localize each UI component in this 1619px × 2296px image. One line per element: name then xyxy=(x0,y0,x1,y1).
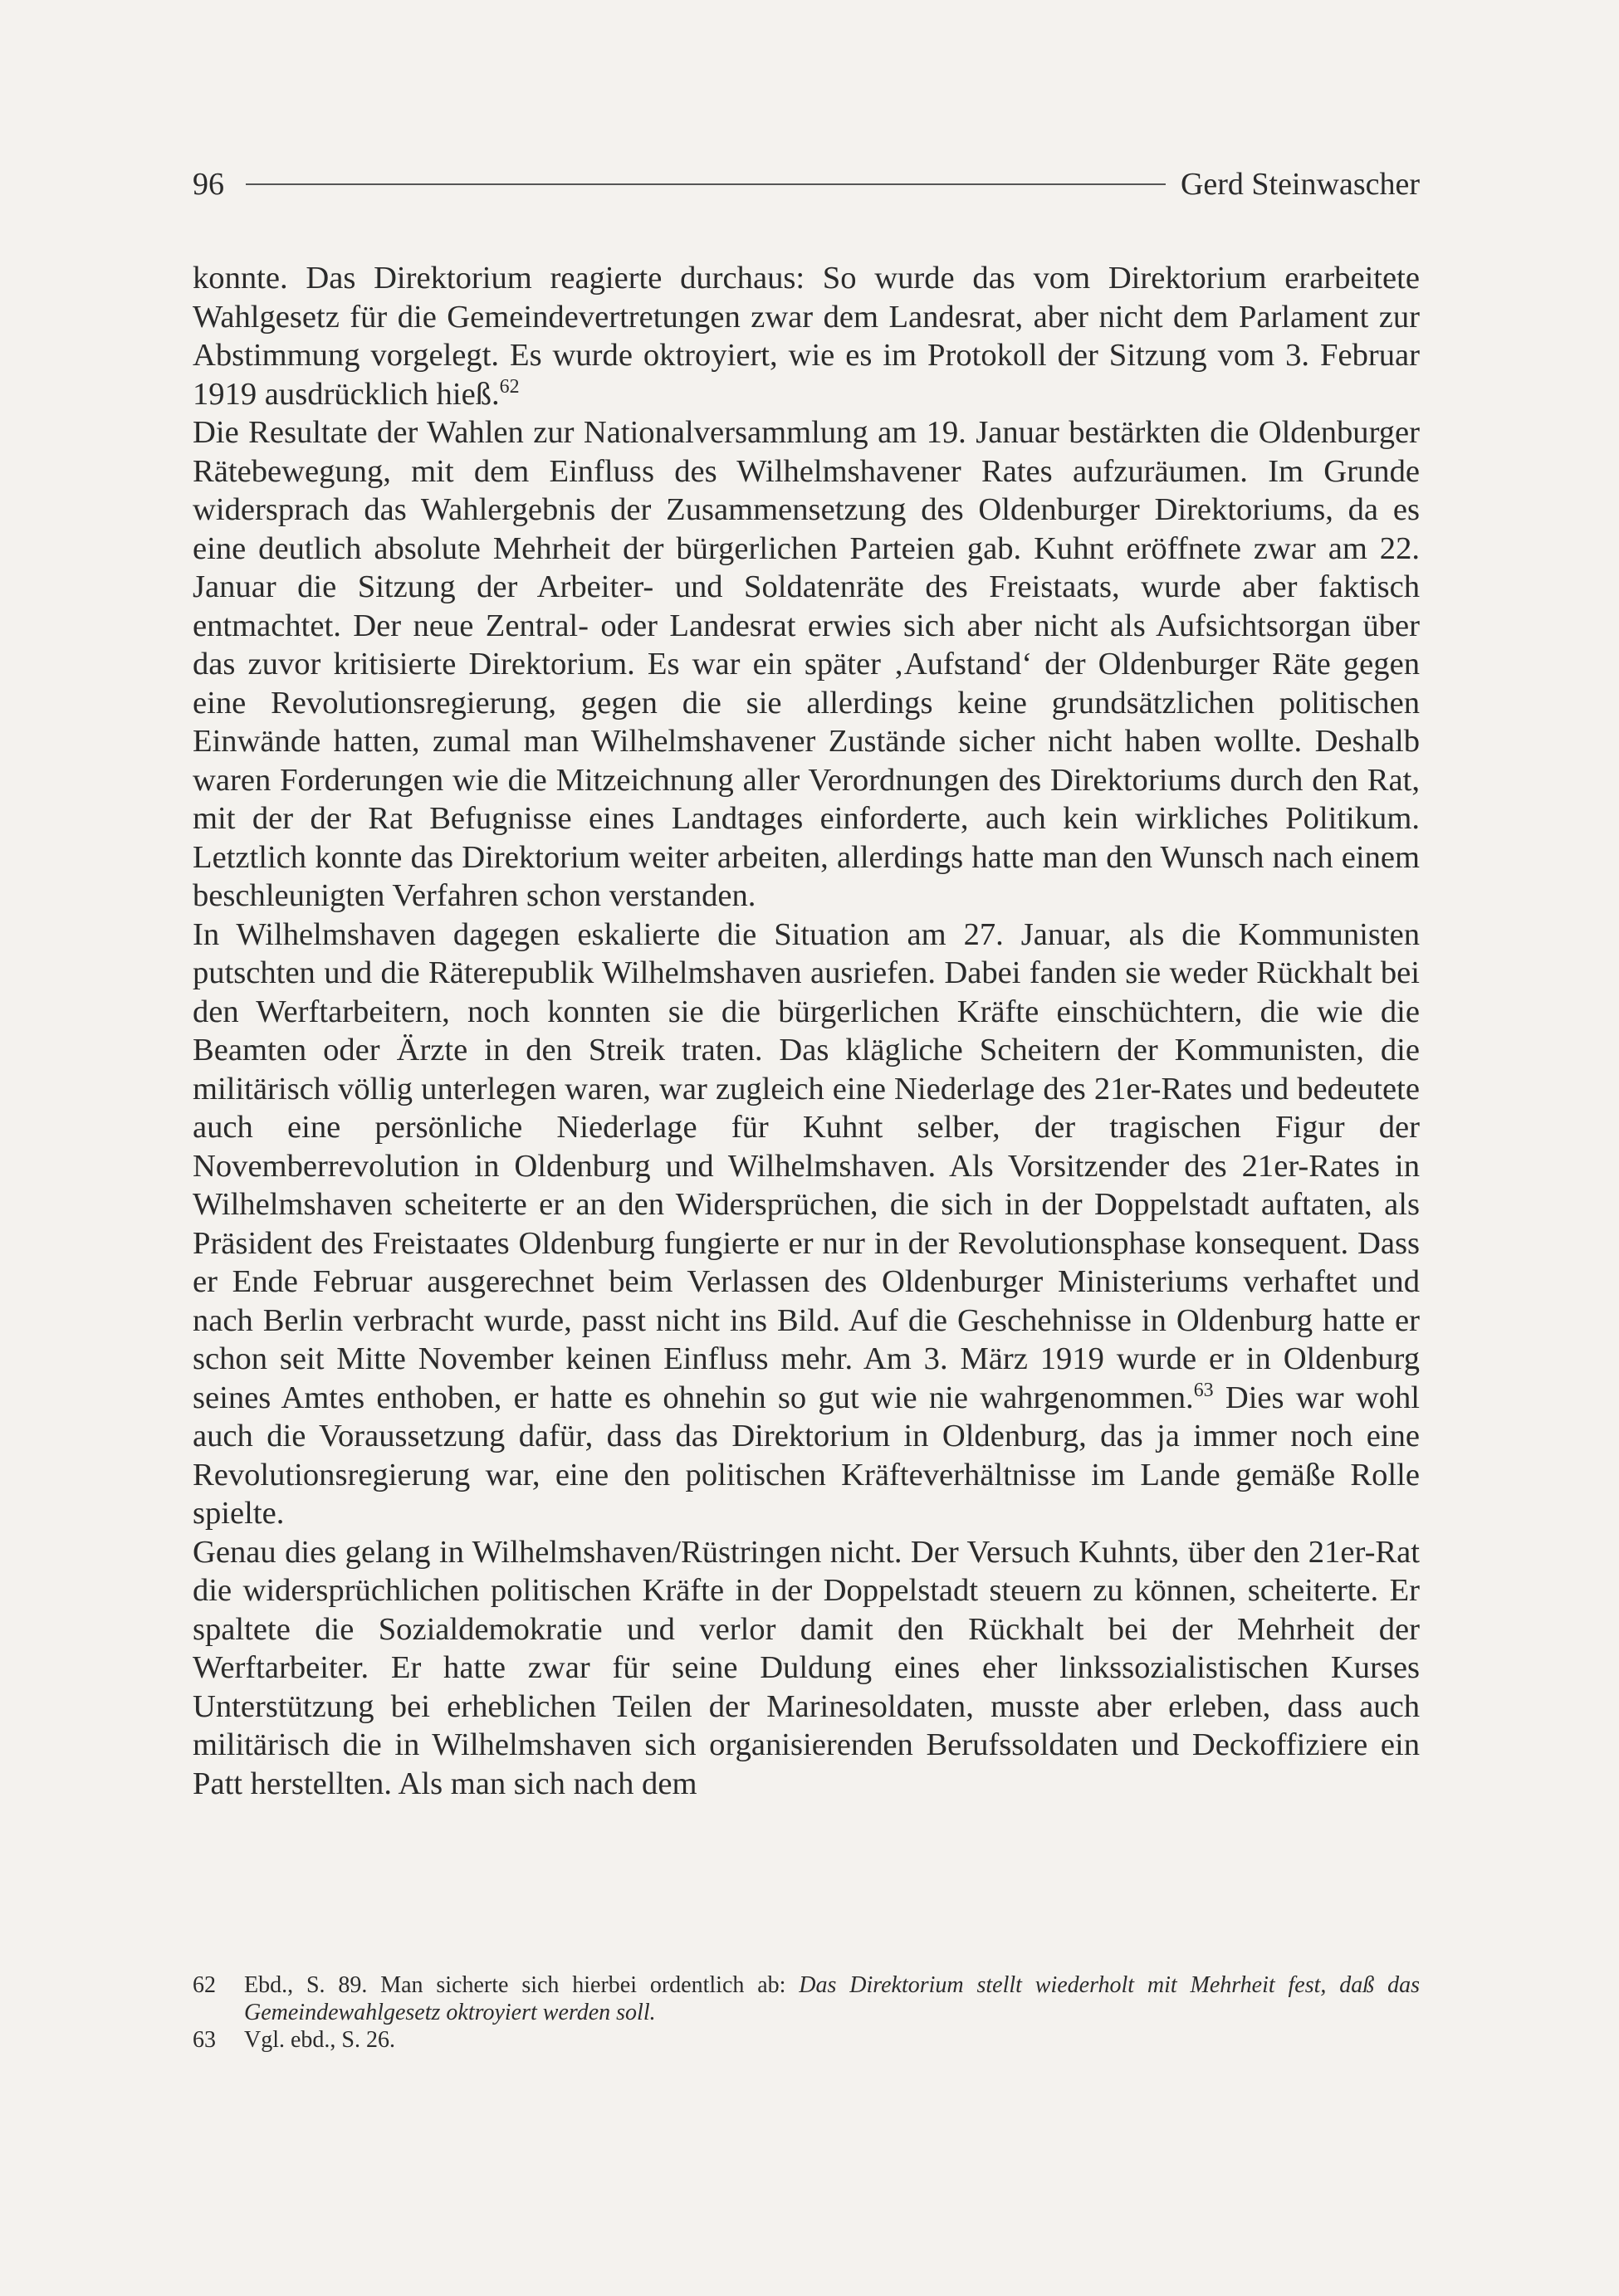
header-rule xyxy=(246,183,1166,185)
footnotes xyxy=(193,1971,1420,2054)
paragraph: Die Resultate der Wahlen zur Nationalversammlung am 19. Januar bestärkten die Oldenburger Rätebewegung, mit dem Einfluss des Wilhelmshavener Rates aufzuräumen. Im Grunde widersprach das Wahlergebnis der Zusammensetzung des Oldenburger Direktoriums, da es eine deutlich absolute Mehrheit der bürgerlichen Parteien gab. Kuhnt eröffnete zwar am 22. Januar die Sitzung der Arbeiter- und Soldatenräte des Freistaats, wurde aber faktisch entmachtet. Der neue Zentral- oder Landesrat erwies sich aber nicht als Aufsichtsorgan über das zuvor kritisierte Direktorium. Es war ein später ‚Aufstand‘ der Oldenburger Räte gegen eine Revolutionsregierung, gegen die sie allerdings keine grundsätzlichen politischen Einwände hatten, zumal man Wilhelmshavener Zustände sicher nicht haben wollte. Deshalb waren Forderungen wie die Mitzeichnung aller Verordnungen des Direktoriums durch den Rat, mit der der Rat Befugnisse eines Landtages einforderte, auch kein wirkliches Politikum. Letztlich konnte das Direktorium weiter arbeiten, allerdings hatte man den Wunsch nach einem beschleunigten Verfahren schon verstanden. xyxy=(193,415,1420,913)
paragraph: konnte. Das Direktorium reagierte durchaus: So wurde das vom Direktorium erarbeitete Wahlgesetz für die Gemeindevertretungen zwar dem Landesrat, aber nicht dem Parlament zur Abstimmung vorgelegt. Es wurde oktroyiert, wie es im Protokoll der Sitzung vom 3. Februar 1919 ausdrücklich hieß.$^{62}$ xyxy=(193,261,1420,412)
footnote-number: 62 xyxy=(193,1972,216,1998)
paragraph: In Wilhelmshaven dagegen eskalierte die Situation am 27. Januar, als die Kommunisten putschten und die Räterepublik Wilhelmshaven ausriefen. Dabei fanden sie weder Rückhalt bei den Werftarbeitern, noch konnten sie die bürgerlichen Kräfte einschüchtern, die wie die Beamten oder Ärzte in den Streik traten. Das klägliche Scheitern der Kommunisten, die militärisch völlig unterlegen waren, war zugleich eine Niederlage des 21er-Rates und bedeutete auch eine persönliche Niederlage für Kuhnt selber, der tragischen Figur der Novemberrevolution in Oldenburg und Wilhelmshaven. Als Vorsitzender des 21er-Rates in Wilhelmshaven scheiterte er an den Widersprüchen, die sich in der Doppelstadt auftaten, als Präsident des Freistaates Oldenburg fungierte er nur in der Revolutionsphase konsequent. Dass er Ende Februar ausgerechnet beim Verlassen des Oldenburger Ministeriums verhaftet und nach Berlin verbracht wurde, passt nicht ins Bild. Auf die Geschehnisse in Oldenburg hatte er schon seit Mitte November keinen Einfluss mehr. Am 3. März 1919 wurde er in Oldenburg seines Amtes enthoben, er hatte es ohnehin so gut wie nie wahrgenommen.$^{63}$ Dies war wohl auch die Voraussetzung dafür, dass das Direktorium in Oldenburg, das ja immer noch eine Revolutionsregierung war, eine den politischen Kräfteverhältnisse im Lande gemäße Rolle spielte. xyxy=(193,916,1420,1531)
page-number: 96 xyxy=(193,167,224,202)
paragraph: Genau dies gelang in Wilhelmshaven/Rüstringen nicht. Der Versuch Kuhnts, über den 21er-Rat die widersprüchlichen politischen Kräfte in der Doppelstadt steuern zu können, scheiterte. Er spaltete die Sozialdemokratie und verlor damit den Rückhalt bei der Mehrheit der Werftarbeiter. Er hatte zwar für seine Duldung eines eher linkssozialistischen Kurses Unterstützung bei erheblichen Teilen der Marinesoldaten, musste aber erleben, dass auch militärisch die in Wilhelmshaven sich organisierenden Berufssoldaten und Deckoffiziere ein Patt herstellten. Als man sich nach dem xyxy=(193,1534,1420,1801)
running-head xyxy=(193,159,1420,209)
body-text xyxy=(193,259,1420,1803)
footnote-text: Vgl. ebd., S. 26. xyxy=(244,2027,395,2053)
footnote-number: 63 xyxy=(193,2027,216,2053)
footnote-text: Ebd., S. 89. Man sicherte sich hierbei ordentlich ab: Das Direktorium stellt wiederholt mit Mehrheit fest, daß das Gemeindewahlgesetz oktroyiert werden soll. xyxy=(244,1972,1420,2025)
footnote xyxy=(193,1971,1420,2026)
footnote-quote: Das Direktorium stellt wiederholt mit Mehrheit fest, daß das Gemeindewahlgesetz oktroyiert werden soll. xyxy=(244,1972,1420,2025)
footnote-reference[interactable]: 62 xyxy=(499,375,520,398)
running-head-author: Gerd Steinwascher xyxy=(1180,167,1420,202)
footnote-reference[interactable]: 63 xyxy=(1193,1379,1214,1401)
footnote xyxy=(193,2026,1420,2054)
